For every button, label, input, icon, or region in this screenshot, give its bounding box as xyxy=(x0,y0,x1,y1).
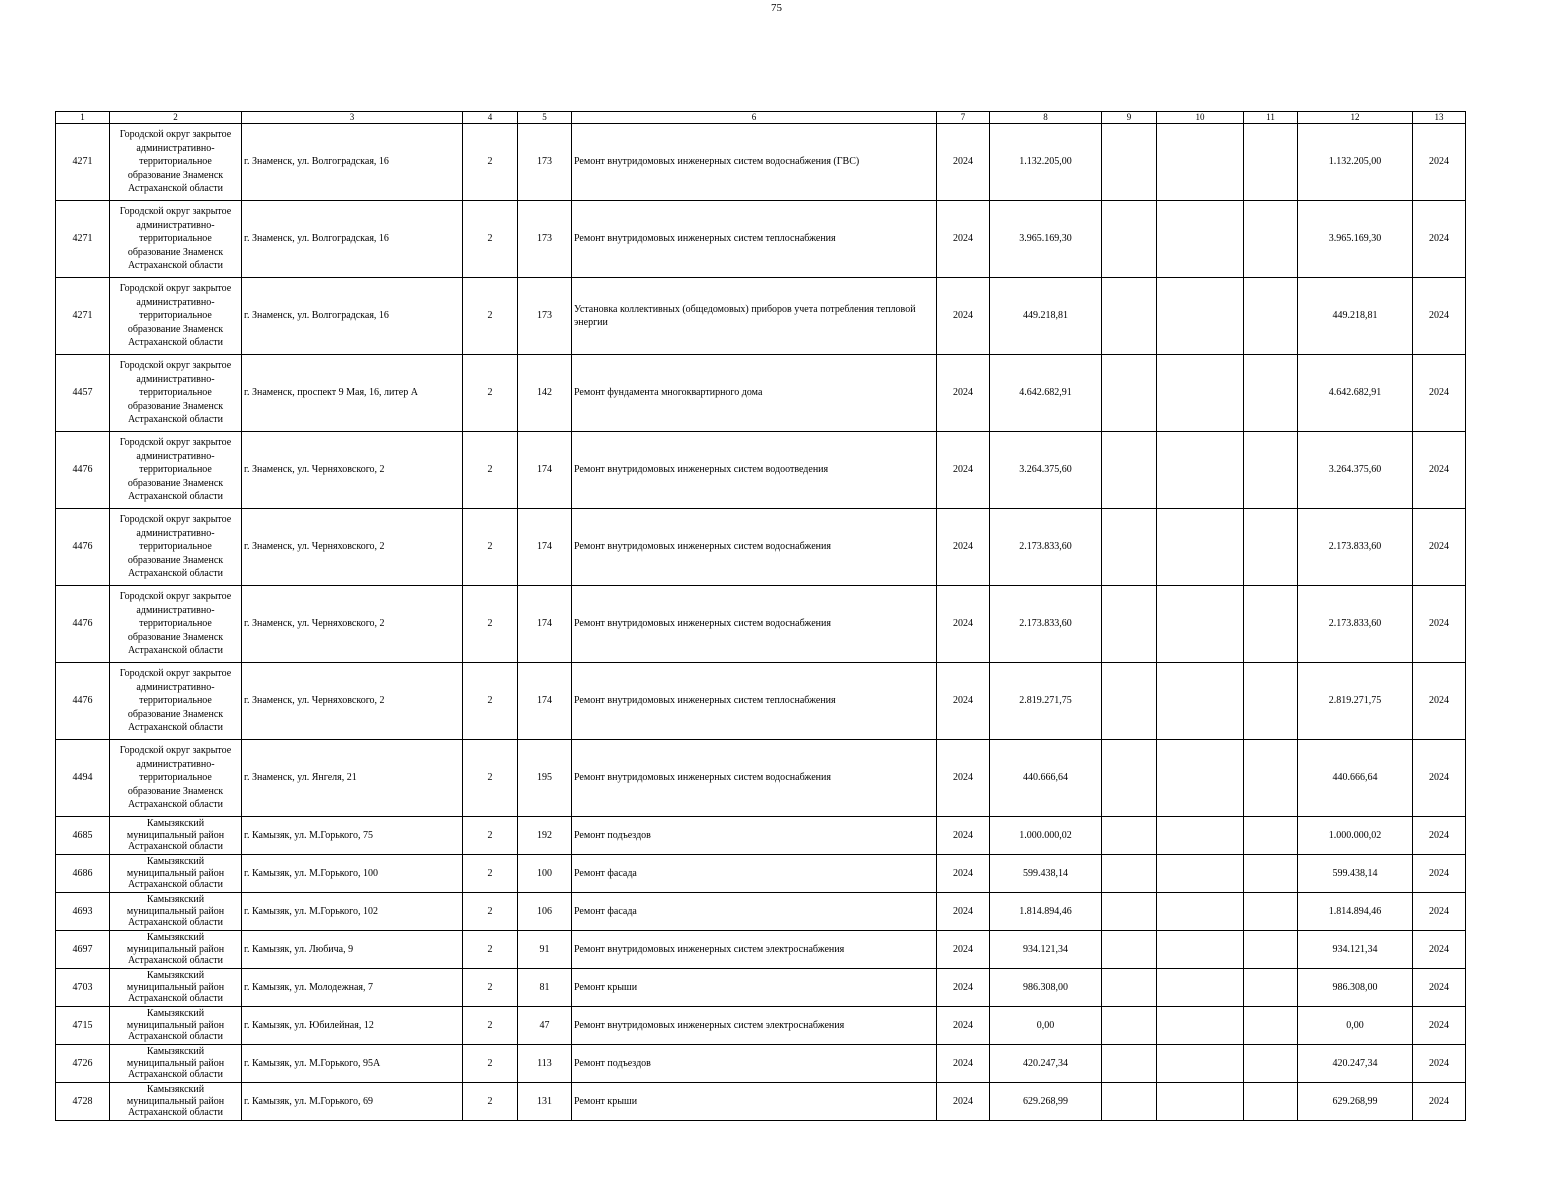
municipality-cell: Городской округ закрытое административно-территориальное образование Знаменск Астраханской области xyxy=(110,740,242,817)
end-year-cell: 2024 xyxy=(1413,969,1466,1007)
table-row xyxy=(56,893,1466,931)
total-cell: 420.247,34 xyxy=(1298,1045,1413,1083)
column-9-cell xyxy=(1102,509,1157,586)
column-4-cell: 2 xyxy=(463,1007,518,1045)
column-5-cell: 131 xyxy=(518,1083,572,1121)
address-cell: г. Камызяк, ул. Любича, 9 xyxy=(242,931,463,969)
year-cell: 2024 xyxy=(937,1045,990,1083)
end-year-cell: 2024 xyxy=(1413,740,1466,817)
cost-cell: 1.814.894,46 xyxy=(990,893,1102,931)
year-cell: 2024 xyxy=(937,817,990,855)
year-cell: 2024 xyxy=(937,969,990,1007)
municipality-cell: Городской округ закрытое административно-территориальное образование Знаменск Астраханской области xyxy=(110,201,242,278)
total-cell: 2.173.833,60 xyxy=(1298,586,1413,663)
column-9-cell xyxy=(1102,124,1157,201)
column-10-cell xyxy=(1157,278,1244,355)
work-type-cell: Ремонт внутридомовых инженерных систем электроснабжения xyxy=(572,1007,937,1045)
end-year-cell: 2024 xyxy=(1413,817,1466,855)
year-cell: 2024 xyxy=(937,663,990,740)
column-4-cell: 2 xyxy=(463,509,518,586)
column-11-cell xyxy=(1244,432,1298,509)
table-row xyxy=(56,1083,1466,1121)
column-number: 1 xyxy=(56,112,110,124)
column-11-cell xyxy=(1244,663,1298,740)
work-type-cell: Ремонт крыши xyxy=(572,969,937,1007)
address-cell: г. Знаменск, ул. Волгоградская, 16 xyxy=(242,201,463,278)
column-11-cell xyxy=(1244,893,1298,931)
column-11-cell xyxy=(1244,740,1298,817)
column-5-cell: 100 xyxy=(518,855,572,893)
column-number: 12 xyxy=(1298,112,1413,124)
column-4-cell: 2 xyxy=(463,931,518,969)
municipality-cell: Камызякский муниципальный район Астраханской области xyxy=(110,893,242,931)
table-row xyxy=(56,1007,1466,1045)
work-type-cell: Ремонт внутридомовых инженерных систем водоснабжения (ГВС) xyxy=(572,124,937,201)
municipality-cell: Городской округ закрытое административно-территориальное образование Знаменск Астраханской области xyxy=(110,663,242,740)
address-cell: г. Знаменск, проспект 9 Мая, 16, литер А xyxy=(242,355,463,432)
column-5-cell: 113 xyxy=(518,1045,572,1083)
column-10-cell xyxy=(1157,740,1244,817)
row-id-cell: 4728 xyxy=(56,1083,110,1121)
column-9-cell xyxy=(1102,586,1157,663)
year-cell: 2024 xyxy=(937,931,990,969)
column-5-cell: 106 xyxy=(518,893,572,931)
address-cell: г. Камызяк, ул. Молодежная, 7 xyxy=(242,969,463,1007)
column-11-cell xyxy=(1244,855,1298,893)
municipality-cell: Камызякский муниципальный район Астраханской области xyxy=(110,1007,242,1045)
row-id-cell: 4476 xyxy=(56,432,110,509)
column-5-cell: 91 xyxy=(518,931,572,969)
total-cell: 1.814.894,46 xyxy=(1298,893,1413,931)
table-row xyxy=(56,432,1466,509)
column-4-cell: 2 xyxy=(463,586,518,663)
column-5-cell: 173 xyxy=(518,124,572,201)
table-row xyxy=(56,855,1466,893)
column-10-cell xyxy=(1157,855,1244,893)
end-year-cell: 2024 xyxy=(1413,1083,1466,1121)
column-9-cell xyxy=(1102,855,1157,893)
total-cell: 934.121,34 xyxy=(1298,931,1413,969)
total-cell: 0,00 xyxy=(1298,1007,1413,1045)
column-11-cell xyxy=(1244,969,1298,1007)
column-11-cell xyxy=(1244,509,1298,586)
end-year-cell: 2024 xyxy=(1413,663,1466,740)
column-9-cell xyxy=(1102,1007,1157,1045)
address-cell: г. Камызяк, ул. М.Горького, 75 xyxy=(242,817,463,855)
total-cell: 1.000.000,02 xyxy=(1298,817,1413,855)
work-type-cell: Ремонт крыши xyxy=(572,1083,937,1121)
table-row xyxy=(56,355,1466,432)
cost-cell: 2.173.833,60 xyxy=(990,509,1102,586)
year-cell: 2024 xyxy=(937,855,990,893)
column-5-cell: 142 xyxy=(518,355,572,432)
municipality-cell: Камызякский муниципальный район Астраханской области xyxy=(110,1045,242,1083)
year-cell: 2024 xyxy=(937,278,990,355)
address-cell: г. Камызяк, ул. М.Горького, 95А xyxy=(242,1045,463,1083)
cost-cell: 3.264.375,60 xyxy=(990,432,1102,509)
municipality-cell: Камызякский муниципальный район Астраханской области xyxy=(110,855,242,893)
cost-cell: 440.666,64 xyxy=(990,740,1102,817)
municipality-cell: Камызякский муниципальный район Астраханской области xyxy=(110,817,242,855)
column-9-cell xyxy=(1102,663,1157,740)
column-11-cell xyxy=(1244,1045,1298,1083)
table-row xyxy=(56,1045,1466,1083)
column-9-cell xyxy=(1102,931,1157,969)
column-5-cell: 174 xyxy=(518,663,572,740)
year-cell: 2024 xyxy=(937,432,990,509)
column-4-cell: 2 xyxy=(463,969,518,1007)
column-4-cell: 2 xyxy=(463,893,518,931)
cost-cell: 934.121,34 xyxy=(990,931,1102,969)
municipality-cell: Камызякский муниципальный район Астраханской области xyxy=(110,1083,242,1121)
row-id-cell: 4457 xyxy=(56,355,110,432)
column-4-cell: 2 xyxy=(463,663,518,740)
row-id-cell: 4715 xyxy=(56,1007,110,1045)
municipality-cell: Камызякский муниципальный район Астраханской области xyxy=(110,969,242,1007)
work-type-cell: Установка коллективных (общедомовых) приборов учета потребления тепловой энергии xyxy=(572,278,937,355)
table-row xyxy=(56,663,1466,740)
total-cell: 629.268,99 xyxy=(1298,1083,1413,1121)
cost-cell: 2.819.271,75 xyxy=(990,663,1102,740)
row-id-cell: 4685 xyxy=(56,817,110,855)
total-cell: 3.264.375,60 xyxy=(1298,432,1413,509)
column-9-cell xyxy=(1102,969,1157,1007)
column-9-cell xyxy=(1102,1083,1157,1121)
work-type-cell: Ремонт внутридомовых инженерных систем водоснабжения xyxy=(572,740,937,817)
total-cell: 3.965.169,30 xyxy=(1298,201,1413,278)
column-5-cell: 174 xyxy=(518,432,572,509)
column-5-cell: 174 xyxy=(518,586,572,663)
column-4-cell: 2 xyxy=(463,278,518,355)
column-11-cell xyxy=(1244,355,1298,432)
column-number: 8 xyxy=(990,112,1102,124)
work-type-cell: Ремонт внутридомовых инженерных систем водоснабжения xyxy=(572,509,937,586)
work-type-cell: Ремонт фундамента многоквартирного дома xyxy=(572,355,937,432)
address-cell: г. Знаменск, ул. Янгеля, 21 xyxy=(242,740,463,817)
work-type-cell: Ремонт подъездов xyxy=(572,817,937,855)
work-type-cell: Ремонт подъездов xyxy=(572,1045,937,1083)
column-number: 6 xyxy=(572,112,937,124)
work-type-cell: Ремонт внутридомовых инженерных систем водоснабжения xyxy=(572,586,937,663)
total-cell: 2.173.833,60 xyxy=(1298,509,1413,586)
column-10-cell xyxy=(1157,1045,1244,1083)
column-10-cell xyxy=(1157,355,1244,432)
end-year-cell: 2024 xyxy=(1413,586,1466,663)
year-cell: 2024 xyxy=(937,355,990,432)
year-cell: 2024 xyxy=(937,586,990,663)
total-cell: 599.438,14 xyxy=(1298,855,1413,893)
row-id-cell: 4271 xyxy=(56,201,110,278)
total-cell: 4.642.682,91 xyxy=(1298,355,1413,432)
column-11-cell xyxy=(1244,278,1298,355)
total-cell: 986.308,00 xyxy=(1298,969,1413,1007)
table-row xyxy=(56,969,1466,1007)
column-10-cell xyxy=(1157,931,1244,969)
table-row xyxy=(56,931,1466,969)
column-number: 5 xyxy=(518,112,572,124)
address-cell: г. Знаменск, ул. Черняховского, 2 xyxy=(242,432,463,509)
year-cell: 2024 xyxy=(937,509,990,586)
end-year-cell: 2024 xyxy=(1413,509,1466,586)
column-9-cell xyxy=(1102,355,1157,432)
column-9-cell xyxy=(1102,817,1157,855)
work-type-cell: Ремонт фасада xyxy=(572,855,937,893)
column-5-cell: 174 xyxy=(518,509,572,586)
end-year-cell: 2024 xyxy=(1413,432,1466,509)
cost-cell: 2.173.833,60 xyxy=(990,586,1102,663)
column-4-cell: 2 xyxy=(463,124,518,201)
column-10-cell xyxy=(1157,893,1244,931)
end-year-cell: 2024 xyxy=(1413,893,1466,931)
column-4-cell: 2 xyxy=(463,1045,518,1083)
column-11-cell xyxy=(1244,1083,1298,1121)
municipality-cell: Городской округ закрытое административно-территориальное образование Знаменск Астраханской области xyxy=(110,432,242,509)
row-id-cell: 4697 xyxy=(56,931,110,969)
column-10-cell xyxy=(1157,509,1244,586)
column-11-cell xyxy=(1244,1007,1298,1045)
cost-cell: 4.642.682,91 xyxy=(990,355,1102,432)
column-10-cell xyxy=(1157,817,1244,855)
column-5-cell: 192 xyxy=(518,817,572,855)
cost-cell: 420.247,34 xyxy=(990,1045,1102,1083)
column-4-cell: 2 xyxy=(463,432,518,509)
capital-repair-table xyxy=(55,111,1466,1121)
column-10-cell xyxy=(1157,1083,1244,1121)
work-type-cell: Ремонт внутридомовых инженерных систем теплоснабжения xyxy=(572,663,937,740)
year-cell: 2024 xyxy=(937,124,990,201)
total-cell: 440.666,64 xyxy=(1298,740,1413,817)
address-cell: г. Камызяк, ул. М.Горького, 69 xyxy=(242,1083,463,1121)
column-number-row xyxy=(56,112,1466,124)
column-5-cell: 173 xyxy=(518,278,572,355)
row-id-cell: 4476 xyxy=(56,586,110,663)
cost-cell: 449.218,81 xyxy=(990,278,1102,355)
column-number: 9 xyxy=(1102,112,1157,124)
column-number: 2 xyxy=(110,112,242,124)
cost-cell: 0,00 xyxy=(990,1007,1102,1045)
column-5-cell: 195 xyxy=(518,740,572,817)
row-id-cell: 4693 xyxy=(56,893,110,931)
cost-cell: 599.438,14 xyxy=(990,855,1102,893)
year-cell: 2024 xyxy=(937,1083,990,1121)
table-row xyxy=(56,740,1466,817)
column-9-cell xyxy=(1102,1045,1157,1083)
column-10-cell xyxy=(1157,124,1244,201)
column-9-cell xyxy=(1102,278,1157,355)
column-number: 3 xyxy=(242,112,463,124)
end-year-cell: 2024 xyxy=(1413,201,1466,278)
column-10-cell xyxy=(1157,1007,1244,1045)
end-year-cell: 2024 xyxy=(1413,931,1466,969)
address-cell: г. Знаменск, ул. Черняховского, 2 xyxy=(242,586,463,663)
column-5-cell: 81 xyxy=(518,969,572,1007)
total-cell: 2.819.271,75 xyxy=(1298,663,1413,740)
year-cell: 2024 xyxy=(937,201,990,278)
column-5-cell: 173 xyxy=(518,201,572,278)
table-row xyxy=(56,817,1466,855)
row-id-cell: 4726 xyxy=(56,1045,110,1083)
municipality-cell: Городской округ закрытое административно-территориальное образование Знаменск Астраханской области xyxy=(110,355,242,432)
column-9-cell xyxy=(1102,432,1157,509)
cost-cell: 1.132.205,00 xyxy=(990,124,1102,201)
row-id-cell: 4686 xyxy=(56,855,110,893)
column-4-cell: 2 xyxy=(463,740,518,817)
column-4-cell: 2 xyxy=(463,855,518,893)
column-number: 10 xyxy=(1157,112,1244,124)
work-type-cell: Ремонт внутридомовых инженерных систем теплоснабжения xyxy=(572,201,937,278)
column-number: 4 xyxy=(463,112,518,124)
column-4-cell: 2 xyxy=(463,355,518,432)
municipality-cell: Городской округ закрытое административно-территориальное образование Знаменск Астраханской области xyxy=(110,586,242,663)
column-number: 7 xyxy=(937,112,990,124)
column-9-cell xyxy=(1102,740,1157,817)
address-cell: г. Камызяк, ул. М.Горького, 100 xyxy=(242,855,463,893)
row-id-cell: 4494 xyxy=(56,740,110,817)
end-year-cell: 2024 xyxy=(1413,278,1466,355)
table-row xyxy=(56,509,1466,586)
address-cell: г. Камызяк, ул. Юбилейная, 12 xyxy=(242,1007,463,1045)
column-10-cell xyxy=(1157,201,1244,278)
address-cell: г. Знаменск, ул. Волгоградская, 16 xyxy=(242,278,463,355)
column-number: 11 xyxy=(1244,112,1298,124)
row-id-cell: 4476 xyxy=(56,663,110,740)
cost-cell: 1.000.000,02 xyxy=(990,817,1102,855)
end-year-cell: 2024 xyxy=(1413,855,1466,893)
column-number: 13 xyxy=(1413,112,1466,124)
row-id-cell: 4703 xyxy=(56,969,110,1007)
end-year-cell: 2024 xyxy=(1413,124,1466,201)
column-4-cell: 2 xyxy=(463,817,518,855)
column-5-cell: 47 xyxy=(518,1007,572,1045)
municipality-cell: Городской округ закрытое административно-территориальное образование Знаменск Астраханской области xyxy=(110,124,242,201)
work-type-cell: Ремонт фасада xyxy=(572,893,937,931)
column-10-cell xyxy=(1157,969,1244,1007)
table-row xyxy=(56,586,1466,663)
municipality-cell: Городской округ закрытое административно-территориальное образование Знаменск Астраханской области xyxy=(110,509,242,586)
municipality-cell: Камызякский муниципальный район Астраханской области xyxy=(110,931,242,969)
column-11-cell xyxy=(1244,586,1298,663)
table-row xyxy=(56,278,1466,355)
cost-cell: 986.308,00 xyxy=(990,969,1102,1007)
column-10-cell xyxy=(1157,663,1244,740)
work-type-cell: Ремонт внутридомовых инженерных систем водоотведения xyxy=(572,432,937,509)
cost-cell: 3.965.169,30 xyxy=(990,201,1102,278)
address-cell: г. Знаменск, ул. Черняховского, 2 xyxy=(242,509,463,586)
year-cell: 2024 xyxy=(937,1007,990,1045)
table-row xyxy=(56,124,1466,201)
end-year-cell: 2024 xyxy=(1413,1045,1466,1083)
column-11-cell xyxy=(1244,931,1298,969)
total-cell: 1.132.205,00 xyxy=(1298,124,1413,201)
column-9-cell xyxy=(1102,201,1157,278)
total-cell: 449.218,81 xyxy=(1298,278,1413,355)
municipality-cell: Городской округ закрытое административно-территориальное образование Знаменск Астраханской области xyxy=(110,278,242,355)
column-11-cell xyxy=(1244,124,1298,201)
address-cell: г. Камызяк, ул. М.Горького, 102 xyxy=(242,893,463,931)
end-year-cell: 2024 xyxy=(1413,1007,1466,1045)
row-id-cell: 4476 xyxy=(56,509,110,586)
column-10-cell xyxy=(1157,432,1244,509)
column-11-cell xyxy=(1244,817,1298,855)
column-10-cell xyxy=(1157,586,1244,663)
row-id-cell: 4271 xyxy=(56,124,110,201)
page-number: 75 xyxy=(771,2,782,14)
cost-cell: 629.268,99 xyxy=(990,1083,1102,1121)
table-row xyxy=(56,201,1466,278)
row-id-cell: 4271 xyxy=(56,278,110,355)
column-9-cell xyxy=(1102,893,1157,931)
column-4-cell: 2 xyxy=(463,201,518,278)
work-type-cell: Ремонт внутридомовых инженерных систем электроснабжения xyxy=(572,931,937,969)
end-year-cell: 2024 xyxy=(1413,355,1466,432)
column-4-cell: 2 xyxy=(463,1083,518,1121)
address-cell: г. Знаменск, ул. Волгоградская, 16 xyxy=(242,124,463,201)
year-cell: 2024 xyxy=(937,740,990,817)
address-cell: г. Знаменск, ул. Черняховского, 2 xyxy=(242,663,463,740)
year-cell: 2024 xyxy=(937,893,990,931)
column-11-cell xyxy=(1244,201,1298,278)
